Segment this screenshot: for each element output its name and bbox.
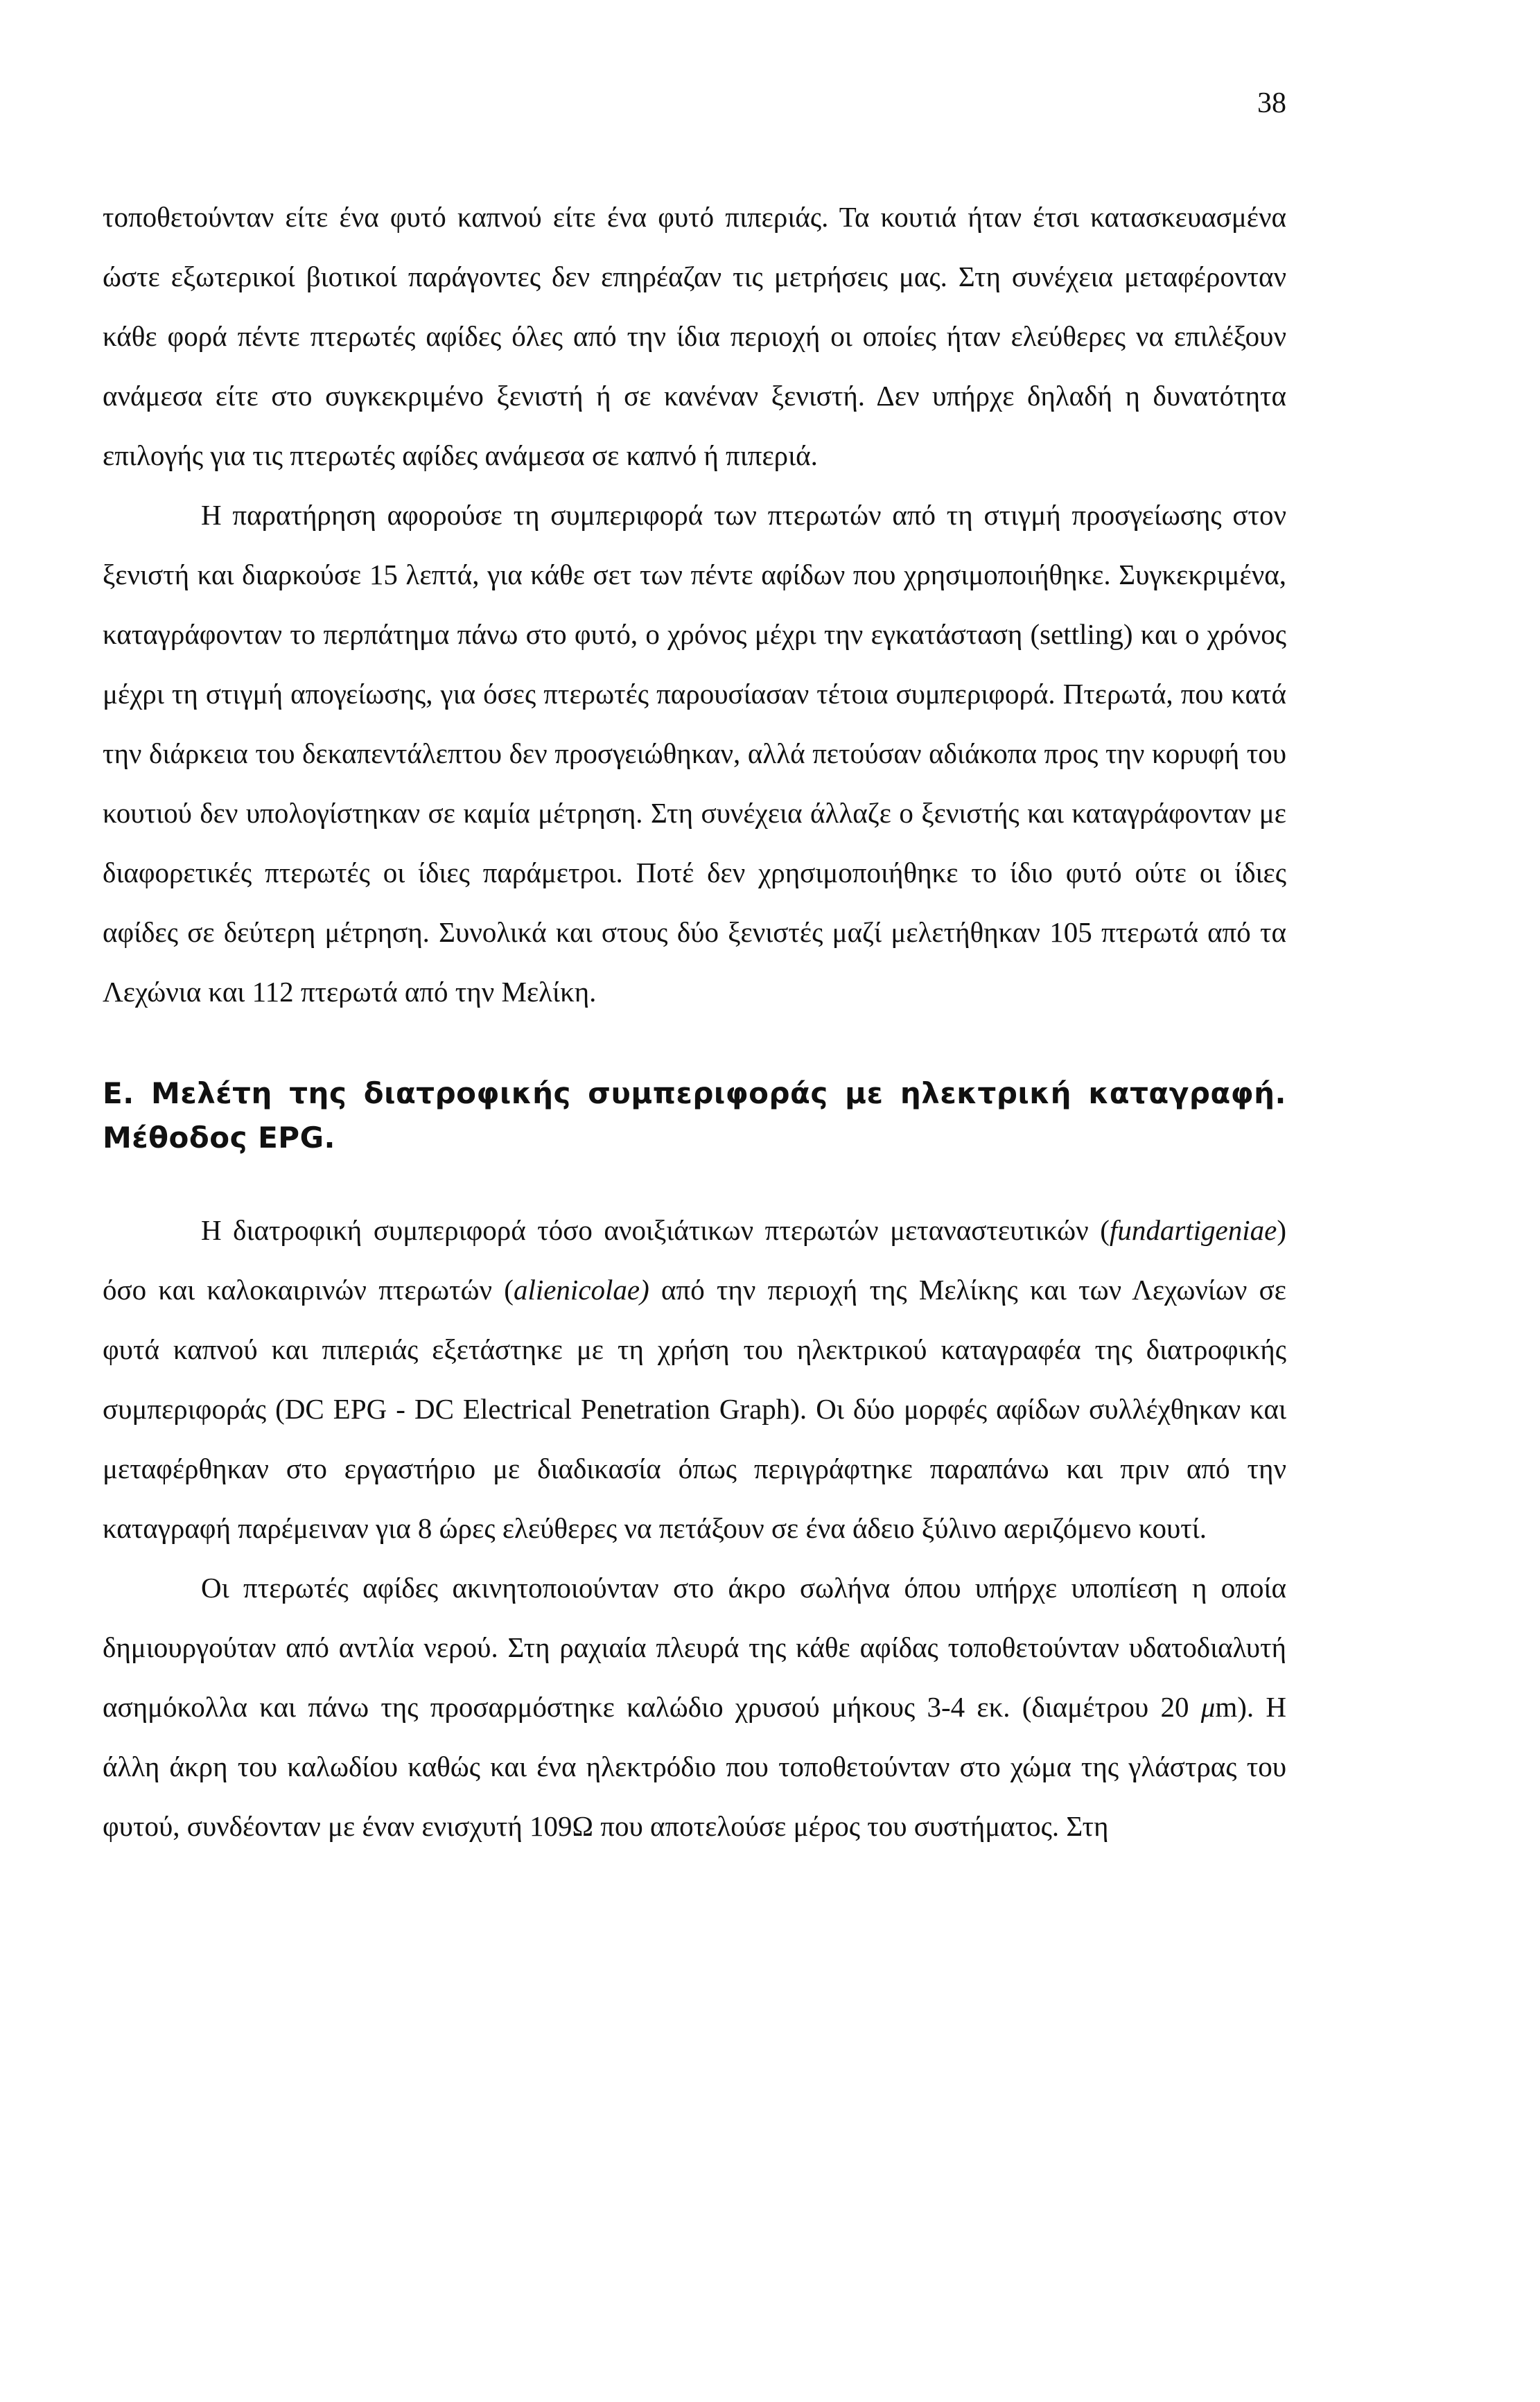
paragraph-4-text-a: Οι πτερωτές αφίδες ακινητοποιούνταν στο άκρο σωλήνα όπου υπήρχε υποπίεση η οποία δημιουργούταν από αντλία νερού. Στη ραχιαία πλευρά της κάθε αφίδας τοποθετούνταν υδατοδιαλυτή ασημόκολλα και πάνω της προσαρμόστηκε καλώδιο χρυσού μήκους 3-4 εκ. (διαμέτρου 20 [103, 1572, 1286, 1723]
paragraph-3-text-b: ) όσο και καλοκαιρινών πτερωτών ( [103, 1214, 1286, 1306]
paragraph-4 [103, 1558, 1286, 1856]
paragraph-3-text-c: από την περιοχή της Μελίκης και των Λεχωνίων σε φυτά καπνού και πιπεριάς εξετάστηκε με τη χρήση του ηλεκτρικού καταγραφέα της διατροφικής συμπεριφοράς (DC EPG - DC Electrical Penetration Graph). Οι δύο μορφές αφίδων συλλέχθηκαν και μεταφέρθηκαν στο εργαστήριο με διαδικασία όπως περιγράφτηκε παραπάνω και πριν από την καταγραφή παρέμειναν για 8 ώρες ελεύθερες να πετάξουν σε ένα άδειο ξύλινο αεριζόμενο κουτί. [103, 1274, 1286, 1544]
page-number: 38 [1257, 87, 1286, 119]
paragraph-4-text-b: m). Η άλλη άκρη του καλωδίου καθώς και ένα ηλεκτρόδιο που τοποθετούνταν στο χώμα της γλάστρας του φυτού, συνδέονταν με έναν ενισχυτή 109Ω που αποτελούσε μέρος του συστήματος. Στη [103, 1691, 1286, 1842]
paragraph-1: τοποθετούνταν είτε ένα φυτό καπνού είτε ένα φυτό πιπεριάς. Τα κουτιά ήταν έτσι κατασκευασμένα ώστε εξωτερικοί βιοτικοί παράγοντες δεν επηρέαζαν τις μετρήσεις μας. Στη συνέχεια μεταφέρονταν κάθε φορά πέντε πτερωτές αφίδες όλες από την ίδια περιοχή οι οποίες ήταν ελεύθερες να επιλέξουν ανάμεσα είτε στο συγκεκριμένο ξενιστή ή σε κανέναν ξενιστή. Δεν υπήρχε δηλαδή η δυνατότητα επιλογής για τις πτερωτές αφίδες ανάμεσα σε καπνό ή πιπεριά. [103, 201, 1286, 471]
paragraph-4-italic-mu: μ [1200, 1691, 1216, 1723]
paragraph-3-italic-fundartigeniae: fundartigeniae [1109, 1214, 1277, 1246]
paragraph-3-text-a: Η διατροφική συμπεριφορά τόσο ανοιξιάτικων πτερωτών μεταναστευτικών ( [201, 1214, 1110, 1246]
page-content [103, 187, 1286, 1856]
paragraph-2: Η παρατήρηση αφορούσε τη συμπεριφορά των πτερωτών από τη στιγμή προσγείωσης στον ξενιστή και διαρκούσε 15 λεπτά, για κάθε σετ των πέντε αφίδων που χρησιμοποιήθηκε. Συγκεκριμένα, καταγράφονταν το περπάτημα πάνω στο φυτό, ο χρόνος μέχρι την εγκατάσταση (settling) και ο χρόνος μέχρι τη στιγμή απογείωσης, για όσες πτερωτές παρουσίασαν τέτοια συμπεριφορά. Πτερωτά, που κατά την διάρκεια του δεκαπεντάλεπτου δεν προσγειώθηκαν, αλλά πετούσαν αδιάκοπα προς την κορυφή του κουτιού δεν υπολογίστηκαν σε καμία μέτρηση. Στη συνέχεια άλλαζε ο ξενιστής και καταγράφονταν με διαφορετικές πτερωτές οι ίδιες παράμετροι. Ποτέ δεν χρησιμοποιήθηκε το ίδιο φυτό ούτε οι ίδιες αφίδες σε δεύτερη μέτρηση. Συνολικά και στους δύο ξενιστές μαζί μελετήθηκαν 105 πτερωτά από τα Λεχώνια και 112 πτερωτά από την Μελίκη. [103, 499, 1286, 1008]
section-heading-e: Ε. Μελέτη της διατροφικής συμπεριφοράς με ηλεκτρική καταγραφή. Μέθοδος EPG. [103, 1076, 1286, 1155]
paragraph-3 [103, 1200, 1286, 1558]
paragraph-3-italic-alienicolae: alienicolae) [513, 1274, 649, 1306]
